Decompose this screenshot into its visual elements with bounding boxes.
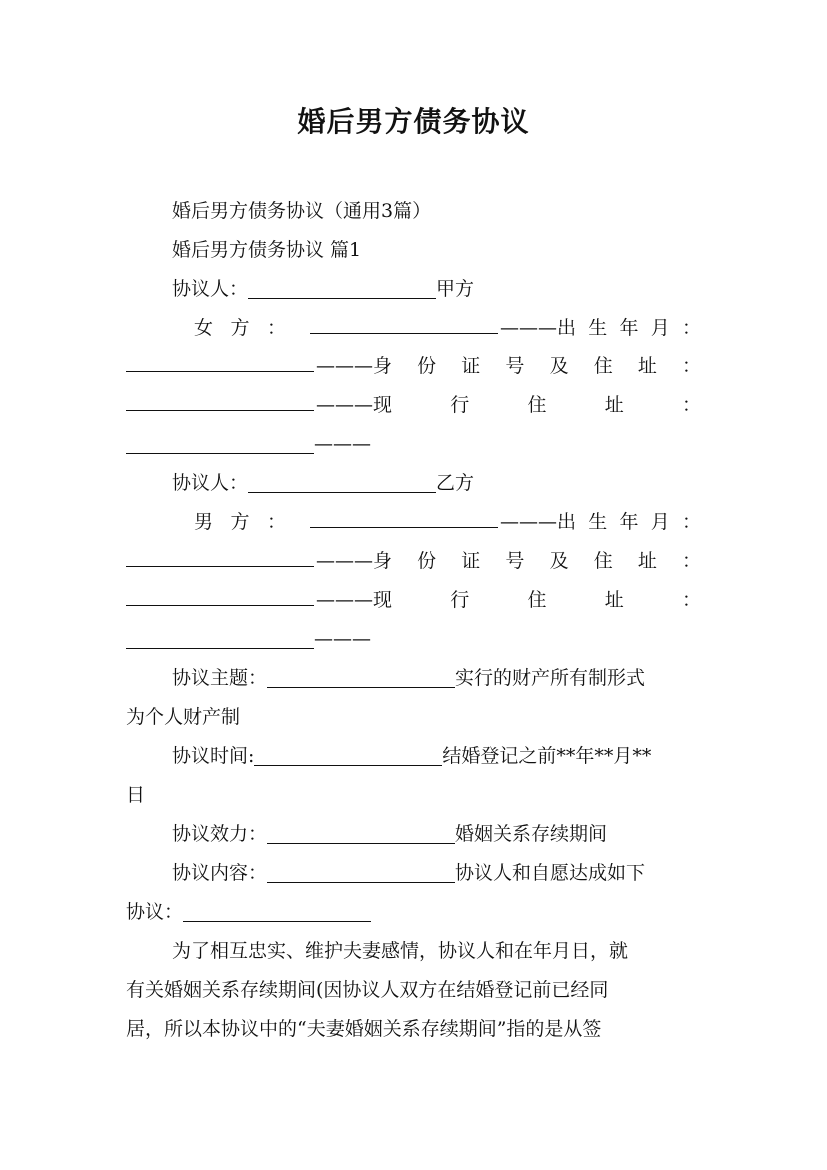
blank-line (126, 390, 314, 411)
label-char: 年 (619, 317, 639, 339)
blank-line (126, 351, 314, 372)
party-b-gender-line (126, 507, 701, 537)
blank-line (126, 546, 314, 567)
label-char: 号 (505, 550, 525, 572)
party-a-line (126, 274, 701, 304)
blank-line (248, 278, 436, 299)
label-char: 份 (417, 355, 437, 377)
party-a-tail: 甲方 (436, 278, 475, 300)
topic-cont: 为个人财产制 (126, 706, 241, 728)
blank-line (310, 313, 498, 334)
party-b-line (126, 468, 701, 498)
blank-line (126, 433, 314, 454)
blank-line (254, 745, 442, 766)
time-cont: 日 (126, 784, 146, 806)
label-char: 住 (593, 355, 613, 377)
party-b-id-line (126, 546, 701, 576)
label-char: 份 (417, 550, 437, 572)
gender-label (194, 507, 286, 537)
label-char: ： (681, 394, 701, 416)
blank-line (126, 628, 314, 649)
label-char: 及 (549, 550, 569, 572)
paragraph-line: 有关婚姻关系存续期间(因协议人双方在结婚登记前已经同 (126, 979, 609, 1001)
subtitle: 婚后男方债务协议（通用3篇） (172, 200, 432, 222)
label-char: ———现 (316, 394, 393, 416)
label-char: 生 (588, 317, 608, 339)
label-char: 号 (505, 355, 525, 377)
party-a-end-line (126, 429, 701, 459)
label-char: ———出 (500, 317, 577, 339)
label-char: 行 (450, 589, 470, 611)
party-a-addr-line (126, 390, 701, 420)
label-char: 证 (461, 550, 481, 572)
gender-char: 男 (194, 511, 214, 533)
label-char: ———出 (500, 511, 577, 533)
label-char: 月 (650, 511, 670, 533)
label-char: 址 (637, 550, 657, 572)
label-char: ： (681, 355, 701, 377)
gender-char: ： (266, 511, 286, 533)
id-label (316, 546, 701, 576)
gender-char: ： (266, 317, 286, 339)
label-char: ———身 (316, 355, 393, 377)
label-char: 行 (450, 394, 470, 416)
party-b-label: 协议人： (172, 472, 249, 494)
label-char: 住 (593, 550, 613, 572)
content-cont-line (126, 897, 701, 927)
label-char: ： (681, 550, 701, 572)
label-char: 址 (604, 589, 624, 611)
birth-label (500, 313, 701, 343)
label-char: ： (681, 317, 701, 339)
content-cont: 协议： (126, 901, 184, 923)
topic-tail: 实行的财产所有制形式 (455, 667, 646, 689)
addr-label (316, 390, 701, 420)
label-char: ———身 (316, 550, 393, 572)
blank-line (310, 507, 498, 528)
label-char: 证 (461, 355, 481, 377)
gender-char: 方 (230, 511, 250, 533)
party-a-gender-line (126, 313, 701, 343)
topic-line (126, 663, 701, 693)
label-char: ： (681, 589, 701, 611)
party-a-label: 协议人： (172, 278, 249, 300)
label-char: 址 (637, 355, 657, 377)
dash: ——— (314, 628, 371, 650)
blank-line (183, 901, 371, 922)
gender-char: 方 (230, 317, 250, 339)
blank-line (248, 472, 436, 493)
effect-line (126, 819, 701, 849)
time-tail: 结婚登记之前**年**月** (442, 745, 652, 767)
party-b-end-line (126, 624, 701, 654)
gender-label (194, 313, 286, 343)
label-char: 月 (650, 317, 670, 339)
content-label: 协议内容： (172, 862, 268, 884)
dash: ——— (314, 433, 371, 455)
effect-label: 协议效力： (172, 823, 268, 845)
time-label: 协议时间: (172, 745, 255, 767)
blank-line (267, 823, 455, 844)
addr-label (316, 585, 701, 615)
paragraph-line: 为了相互忠实、维护夫妻感情，协议人和在年月日，就 (172, 940, 629, 962)
id-label (316, 351, 701, 381)
birth-label (500, 507, 701, 537)
time-line (126, 741, 701, 771)
party-b-addr-line (126, 585, 701, 615)
document-title: 婚后男方债务协议 (297, 105, 530, 138)
effect-tail: 婚姻关系存续期间 (455, 823, 608, 845)
blank-line (267, 862, 455, 883)
gender-char: 女 (194, 317, 214, 339)
blank-line (267, 667, 455, 688)
label-char: 生 (588, 511, 608, 533)
label-char: 年 (619, 511, 639, 533)
section-heading: 婚后男方债务协议 篇1 (172, 239, 362, 261)
content-tail: 协议人和自愿达成如下 (455, 862, 646, 884)
blank-line (126, 585, 314, 606)
label-char: 住 (527, 589, 547, 611)
paragraph-line: 居，所以本协议中的“夫妻婚姻关系存续期间”指的是从签 (126, 1018, 602, 1040)
content-line (126, 858, 701, 888)
topic-label: 协议主题： (172, 667, 268, 689)
label-char: 住 (527, 394, 547, 416)
label-char: ———现 (316, 589, 393, 611)
label-char: ： (681, 511, 701, 533)
party-a-id-line (126, 351, 701, 381)
party-b-tail: 乙方 (436, 472, 475, 494)
label-char: 及 (549, 355, 569, 377)
label-char: 址 (604, 394, 624, 416)
